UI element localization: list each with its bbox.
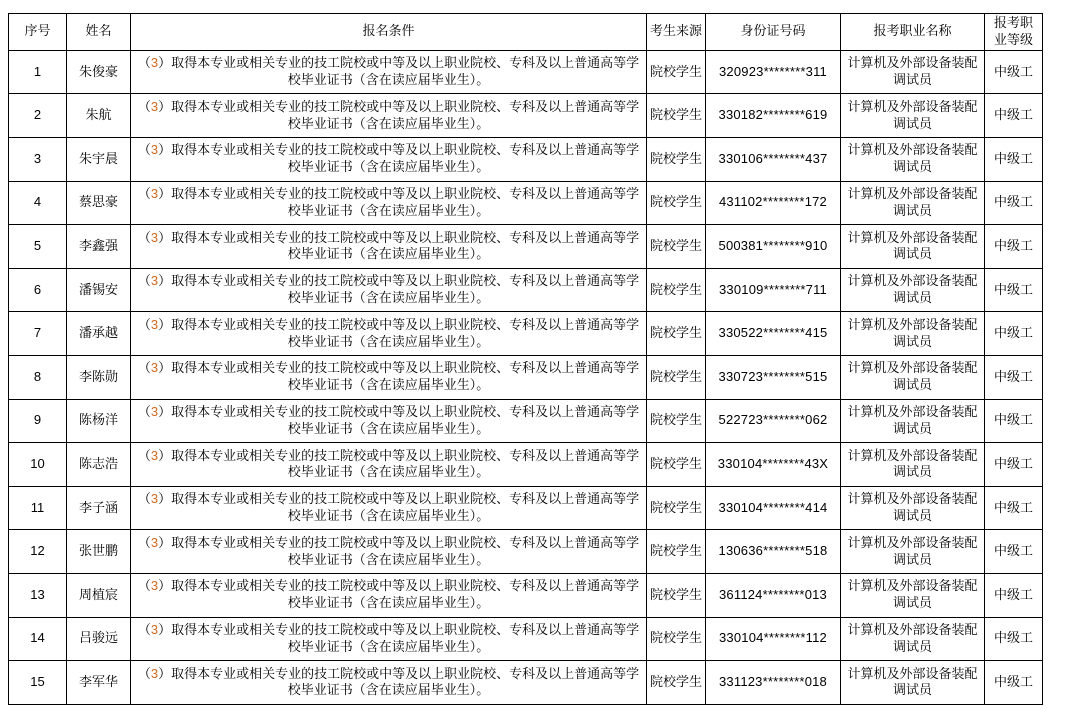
condition-text: ）取得本专业或相关专业的技工院校或中等及以上职业院校、专科及以上普通高等学校毕业证书（含在读应届毕业生）。: [158, 534, 640, 567]
condition-number: 3: [150, 360, 159, 376]
condition-text: ）取得本专业或相关专业的技工院校或中等及以上职业院校、专科及以上普通高等学校毕业证书（含在读应届毕业生）。: [158, 665, 640, 698]
cell-job-level: 中级工: [985, 530, 1043, 574]
condition-open-paren: （: [137, 534, 151, 550]
cell-job-level: 中级工: [985, 443, 1043, 487]
cell-condition: [131, 443, 647, 487]
condition-open-paren: （: [137, 316, 151, 332]
condition-text: ）取得本专业或相关专业的技工院校或中等及以上职业院校、专科及以上普通高等学校毕业证书（含在读应届毕业生）。: [158, 578, 640, 611]
cell-job-name: 计算机及外部设备装配调试员: [841, 225, 985, 269]
header-source: 考生来源: [647, 14, 706, 51]
cell-seq: 10: [9, 443, 67, 487]
cell-job-name: 计算机及外部设备装配调试员: [841, 268, 985, 312]
cell-id-number: 330109********711: [706, 268, 841, 312]
cell-source: 院校学生: [647, 50, 706, 94]
cell-condition: [131, 137, 647, 181]
cell-source: 院校学生: [647, 181, 706, 225]
cell-source: 院校学生: [647, 268, 706, 312]
cell-id-number: 330723********515: [706, 355, 841, 399]
cell-source: 院校学生: [647, 530, 706, 574]
cell-name: 周植宸: [67, 573, 131, 617]
cell-condition: [131, 573, 647, 617]
cell-seq: 7: [9, 312, 67, 356]
cell-id-number: 330104********414: [706, 486, 841, 530]
condition-open-paren: （: [137, 621, 151, 637]
cell-name: 张世鹏: [67, 530, 131, 574]
condition-text: ）取得本专业或相关专业的技工院校或中等及以上职业院校、专科及以上普通高等学校毕业证书（含在读应届毕业生）。: [158, 273, 640, 306]
cell-job-level: 中级工: [985, 268, 1043, 312]
condition-open-paren: （: [137, 98, 151, 114]
condition-open-paren: （: [137, 142, 151, 158]
cell-job-level: 中级工: [985, 399, 1043, 443]
header-job-level: 报考职业等级: [985, 14, 1043, 51]
cell-seq: 2: [9, 94, 67, 138]
cell-job-level: 中级工: [985, 50, 1043, 94]
cell-id-number: 330522********415: [706, 312, 841, 356]
cell-name: 潘锡安: [67, 268, 131, 312]
condition-number: 3: [150, 229, 159, 245]
cell-condition: [131, 355, 647, 399]
cell-id-number: 331123********018: [706, 661, 841, 705]
condition-number: 3: [150, 185, 159, 201]
condition-open-paren: （: [137, 360, 151, 376]
table-row: [9, 268, 1043, 312]
condition-text: ）取得本专业或相关专业的技工院校或中等及以上职业院校、专科及以上普通高等学校毕业证书（含在读应届毕业生）。: [158, 491, 640, 524]
cell-job-name: 计算机及外部设备装配调试员: [841, 137, 985, 181]
condition-number: 3: [150, 534, 159, 550]
cell-condition: [131, 181, 647, 225]
condition-text: ）取得本专业或相关专业的技工院校或中等及以上职业院校、专科及以上普通高等学校毕业证书（含在读应届毕业生）。: [158, 360, 640, 393]
condition-number: 3: [150, 55, 159, 71]
table-row: [9, 399, 1043, 443]
table-header: [9, 14, 1043, 51]
condition-number: 3: [150, 578, 159, 594]
cell-condition: [131, 312, 647, 356]
header-condition: 报名条件: [131, 14, 647, 51]
cell-id-number: 330182********619: [706, 94, 841, 138]
condition-text: ）取得本专业或相关专业的技工院校或中等及以上职业院校、专科及以上普通高等学校毕业证书（含在读应届毕业生）。: [158, 621, 640, 654]
condition-open-paren: （: [137, 491, 151, 507]
cell-seq: 11: [9, 486, 67, 530]
cell-id-number: 330104********43X: [706, 443, 841, 487]
cell-job-name: 计算机及外部设备装配调试员: [841, 617, 985, 661]
condition-open-paren: （: [137, 185, 151, 201]
cell-source: 院校学生: [647, 355, 706, 399]
table-row: [9, 661, 1043, 705]
table-body: [9, 50, 1043, 704]
cell-job-level: 中级工: [985, 225, 1043, 269]
cell-id-number: 431102********172: [706, 181, 841, 225]
cell-condition: [131, 661, 647, 705]
cell-source: 院校学生: [647, 312, 706, 356]
condition-open-paren: （: [137, 229, 151, 245]
cell-name: 朱航: [67, 94, 131, 138]
cell-condition: [131, 94, 647, 138]
applicant-roster-table: [8, 13, 1043, 705]
condition-number: 3: [150, 447, 159, 463]
table-row: [9, 617, 1043, 661]
cell-job-level: 中级工: [985, 181, 1043, 225]
cell-name: 潘承越: [67, 312, 131, 356]
cell-job-name: 计算机及外部设备装配调试员: [841, 661, 985, 705]
condition-text: ）取得本专业或相关专业的技工院校或中等及以上职业院校、专科及以上普通高等学校毕业证书（含在读应届毕业生）。: [158, 55, 640, 88]
cell-id-number: 330106********437: [706, 137, 841, 181]
cell-source: 院校学生: [647, 486, 706, 530]
table-row: [9, 573, 1043, 617]
cell-condition: [131, 225, 647, 269]
table-row: [9, 355, 1043, 399]
cell-source: 院校学生: [647, 137, 706, 181]
table-row: [9, 443, 1043, 487]
cell-name: 李鑫强: [67, 225, 131, 269]
condition-number: 3: [150, 403, 159, 419]
cell-id-number: 500381********910: [706, 225, 841, 269]
condition-open-paren: （: [137, 578, 151, 594]
cell-id-number: 361124********013: [706, 573, 841, 617]
cell-name: 陈杨洋: [67, 399, 131, 443]
cell-id-number: 330104********112: [706, 617, 841, 661]
cell-job-name: 计算机及外部设备装配调试员: [841, 355, 985, 399]
condition-open-paren: （: [137, 273, 151, 289]
condition-text: ）取得本专业或相关专业的技工院校或中等及以上职业院校、专科及以上普通高等学校毕业证书（含在读应届毕业生）。: [158, 185, 640, 218]
condition-text: ）取得本专业或相关专业的技工院校或中等及以上职业院校、专科及以上普通高等学校毕业证书（含在读应届毕业生）。: [158, 142, 640, 175]
cell-job-level: 中级工: [985, 617, 1043, 661]
cell-job-name: 计算机及外部设备装配调试员: [841, 530, 985, 574]
condition-open-paren: （: [137, 403, 151, 419]
cell-source: 院校学生: [647, 399, 706, 443]
cell-condition: [131, 617, 647, 661]
cell-job-level: 中级工: [985, 137, 1043, 181]
condition-number: 3: [150, 665, 159, 681]
cell-id-number: 522723********062: [706, 399, 841, 443]
cell-name: 吕骏远: [67, 617, 131, 661]
cell-seq: 4: [9, 181, 67, 225]
cell-job-name: 计算机及外部设备装配调试员: [841, 573, 985, 617]
cell-condition: [131, 530, 647, 574]
header-row: [9, 14, 1043, 51]
cell-name: 陈志浩: [67, 443, 131, 487]
condition-text: ）取得本专业或相关专业的技工院校或中等及以上职业院校、专科及以上普通高等学校毕业证书（含在读应届毕业生）。: [158, 229, 640, 262]
cell-source: 院校学生: [647, 661, 706, 705]
cell-job-name: 计算机及外部设备装配调试员: [841, 443, 985, 487]
cell-condition: [131, 486, 647, 530]
cell-job-level: 中级工: [985, 486, 1043, 530]
header-id-number: 身份证号码: [706, 14, 841, 51]
table-row: [9, 486, 1043, 530]
cell-job-level: 中级工: [985, 355, 1043, 399]
cell-seq: 15: [9, 661, 67, 705]
cell-id-number: 130636********518: [706, 530, 841, 574]
cell-name: 朱俊豪: [67, 50, 131, 94]
condition-open-paren: （: [137, 447, 151, 463]
condition-number: 3: [150, 98, 159, 114]
cell-name: 李军华: [67, 661, 131, 705]
table-row: [9, 50, 1043, 94]
cell-name: 朱宇晨: [67, 137, 131, 181]
table-row: [9, 312, 1043, 356]
cell-source: 院校学生: [647, 94, 706, 138]
condition-number: 3: [150, 273, 159, 289]
cell-job-name: 计算机及外部设备装配调试员: [841, 486, 985, 530]
cell-seq: 1: [9, 50, 67, 94]
table-row: [9, 94, 1043, 138]
table-row: [9, 225, 1043, 269]
cell-job-name: 计算机及外部设备装配调试员: [841, 399, 985, 443]
condition-text: ）取得本专业或相关专业的技工院校或中等及以上职业院校、专科及以上普通高等学校毕业证书（含在读应届毕业生）。: [158, 447, 640, 480]
cell-source: 院校学生: [647, 617, 706, 661]
cell-job-level: 中级工: [985, 573, 1043, 617]
cell-seq: 12: [9, 530, 67, 574]
cell-source: 院校学生: [647, 225, 706, 269]
cell-job-name: 计算机及外部设备装配调试员: [841, 181, 985, 225]
cell-id-number: 320923********311: [706, 50, 841, 94]
cell-job-name: 计算机及外部设备装配调试员: [841, 50, 985, 94]
cell-seq: 6: [9, 268, 67, 312]
table-row: [9, 530, 1043, 574]
cell-seq: 8: [9, 355, 67, 399]
condition-number: 3: [150, 621, 159, 637]
cell-seq: 9: [9, 399, 67, 443]
cell-job-name: 计算机及外部设备装配调试员: [841, 312, 985, 356]
cell-name: 李子涵: [67, 486, 131, 530]
cell-seq: 13: [9, 573, 67, 617]
cell-name: 蔡思豪: [67, 181, 131, 225]
cell-job-name: 计算机及外部设备装配调试员: [841, 94, 985, 138]
cell-job-level: 中级工: [985, 661, 1043, 705]
header-name: 姓名: [67, 14, 131, 51]
condition-number: 3: [150, 316, 159, 332]
cell-seq: 14: [9, 617, 67, 661]
cell-source: 院校学生: [647, 443, 706, 487]
cell-condition: [131, 50, 647, 94]
header-seq: 序号: [9, 14, 67, 51]
cell-source: 院校学生: [647, 573, 706, 617]
condition-open-paren: （: [137, 665, 151, 681]
condition-text: ）取得本专业或相关专业的技工院校或中等及以上职业院校、专科及以上普通高等学校毕业证书（含在读应届毕业生）。: [158, 98, 640, 131]
cell-job-level: 中级工: [985, 94, 1043, 138]
cell-name: 李陈勋: [67, 355, 131, 399]
applicant-table-container: [8, 13, 1043, 705]
cell-seq: 5: [9, 225, 67, 269]
cell-seq: 3: [9, 137, 67, 181]
condition-text: ）取得本专业或相关专业的技工院校或中等及以上职业院校、专科及以上普通高等学校毕业证书（含在读应届毕业生）。: [158, 403, 640, 436]
cell-job-level: 中级工: [985, 312, 1043, 356]
cell-condition: [131, 268, 647, 312]
cell-condition: [131, 399, 647, 443]
condition-text: ）取得本专业或相关专业的技工院校或中等及以上职业院校、专科及以上普通高等学校毕业证书（含在读应届毕业生）。: [158, 316, 640, 349]
table-row: [9, 137, 1043, 181]
condition-open-paren: （: [137, 55, 151, 71]
header-job-name: 报考职业名称: [841, 14, 985, 51]
condition-number: 3: [150, 491, 159, 507]
table-row: [9, 181, 1043, 225]
condition-number: 3: [150, 142, 159, 158]
